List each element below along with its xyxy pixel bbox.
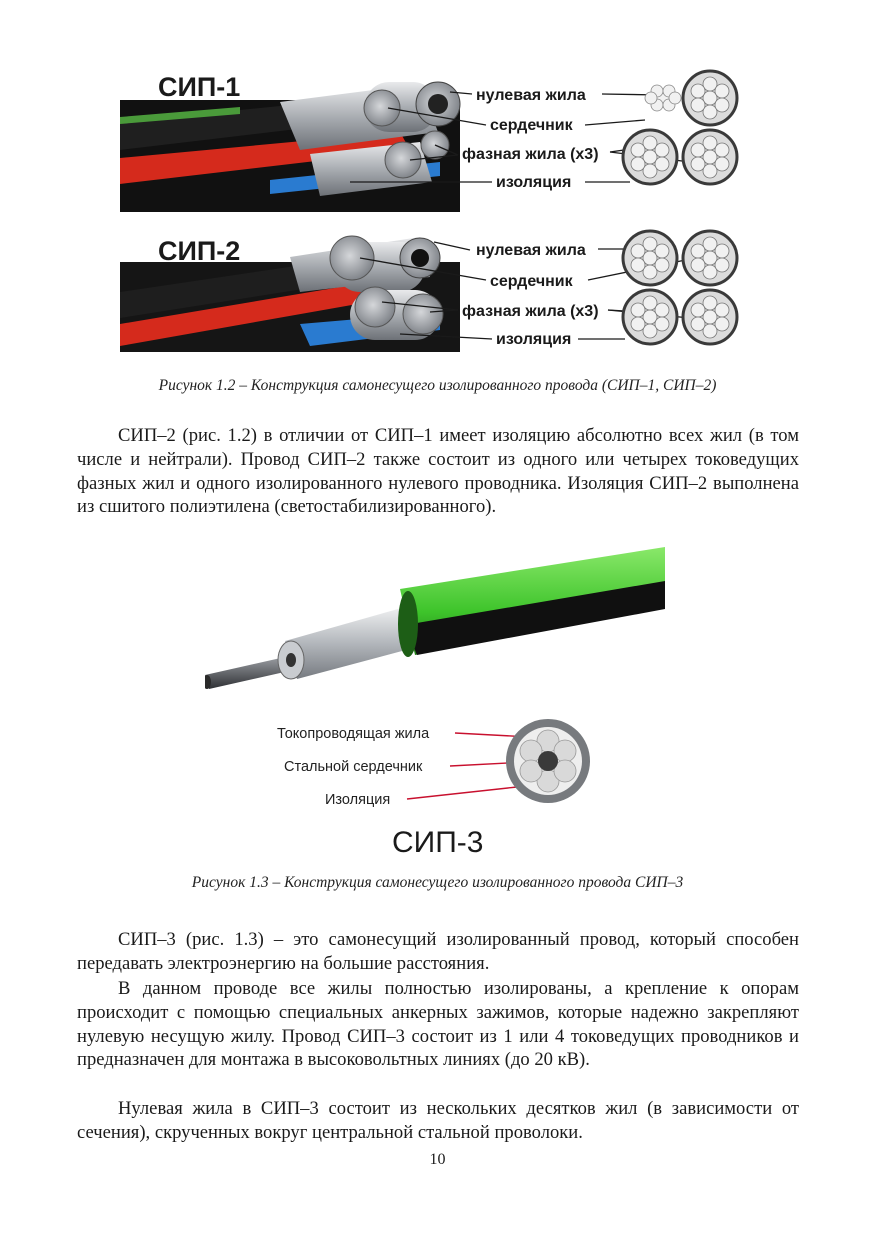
sip1-label-phase: фазная жила (x3)	[462, 146, 599, 163]
sip1-label-neutral: нулевая жила	[476, 87, 586, 104]
sip3-cable-illustration	[205, 547, 665, 689]
paragraph-sip3-neutral: Нулевая жила в СИП–3 состоит из нескольких десятков жил (в зависимости от сечения), скрученных вокруг центральной стальной проволоки.	[77, 1098, 799, 1143]
sip1-label-core: сердечник	[490, 117, 573, 134]
figure-1-2-caption: Рисунок 1.2 – Конструкция самонесущего изолированного провода (СИП–1, СИП–2)	[158, 377, 717, 394]
sip1-title: СИП-1	[158, 72, 241, 102]
sip2-label-phase: фазная жила (x3)	[462, 303, 599, 320]
sip2-cross-sections	[623, 231, 737, 344]
sip1-label-insulation: изоляция	[496, 174, 572, 191]
sip3-label-conductor: Токопроводящая жила	[277, 726, 430, 742]
figure-sip1-sip2	[120, 62, 760, 356]
sip1-cross-sections	[623, 71, 737, 184]
page-number: 10	[429, 1151, 446, 1168]
figure-1-3-caption: Рисунок 1.3 – Конструкция самонесущего изолированного провода СИП–3	[191, 874, 684, 891]
sip2-label-core: сердечник	[490, 273, 573, 290]
sip2-label-neutral: нулевая жила	[476, 242, 586, 259]
sip3-label-insulation: Изоляция	[325, 792, 391, 808]
sip3-cross-section	[506, 719, 590, 803]
paragraph-sip3-intro: СИП–3 (рис. 1.3) – это самонесущий изолированный провод, который способен передавать электроэнергию на большие расстояния.	[77, 929, 799, 974]
sip2-label-insulation: изоляция	[496, 331, 572, 348]
sip3-label-steel-core: Стальной сердечник	[284, 759, 423, 775]
paragraph-sip3-mounting: В данном проводе все жилы полностью изолированы, а крепление к опорам происходит с помощью специальных анкерных зажимов, которые надежно закрепляют нулевую несущую жилу. Провод СИП–3 состоит из 1 или 4 токоведущих проводников и предназначен для монтажа в высоковольтных линиях (до 20 кВ).	[77, 978, 799, 1071]
figure-sip3	[205, 547, 670, 862]
paragraph-sip2: СИП–2 (рис. 1.2) в отличии от СИП–1 имеет изоляцию абсолютно всех жил (в том числе и нейтрали). Провод СИП–2 также состоит из одного или четырех токоведущих фазных жил и одного изолированного нулевого проводника. Изоляция СИП–2 выполнена из сшитого полиэтилена (светостабилизированного).	[77, 425, 799, 518]
sip2-title: СИП-2	[158, 236, 241, 266]
sip3-title: СИП-3	[392, 826, 484, 859]
